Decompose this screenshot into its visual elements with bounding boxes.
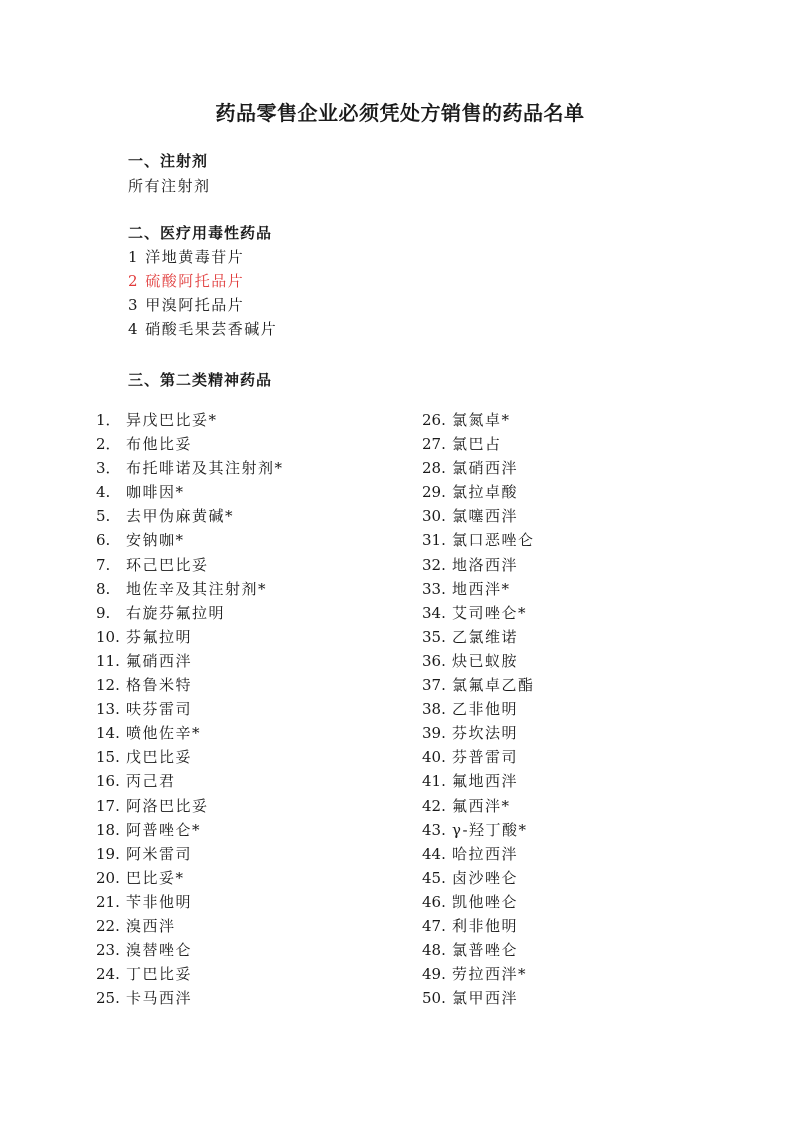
- drug-item-number: 10.: [96, 627, 120, 646]
- drug-item-number: 30.: [422, 507, 446, 526]
- drug-list-item: [422, 697, 535, 721]
- drug-item-number: 9.: [96, 603, 111, 622]
- drug-item-name: 氯氮卓*: [452, 411, 511, 429]
- drug-item-name: 丁巴比妥: [126, 965, 193, 984]
- drug-item-number: 16.: [96, 772, 120, 791]
- drug-item-number: 36.: [422, 651, 446, 670]
- drug-item-number: 42.: [422, 796, 446, 815]
- drug-item-number: 43.: [422, 820, 446, 839]
- drug-item-number: 46.: [422, 892, 446, 911]
- drug-list-item: [96, 504, 284, 528]
- drug-item-name: 阿洛巴比妥: [126, 796, 209, 815]
- drug-list-item: [96, 818, 284, 842]
- drug-list-item: [422, 890, 535, 914]
- drug-item-number: 41.: [422, 772, 446, 791]
- drug-list-item: [96, 432, 284, 456]
- drug-item-number: 34.: [422, 603, 446, 622]
- drug-item-number: 19.: [96, 844, 120, 863]
- drug-item-number: 49.: [422, 965, 446, 984]
- drug-list-item: [96, 866, 284, 890]
- drug-item-name: 利非他明: [452, 916, 519, 935]
- drug-item-number: 3．: [96, 459, 121, 478]
- section-heading-injections: 一、注射剂: [128, 152, 209, 170]
- drug-item-number: 39.: [422, 724, 446, 743]
- drug-list-item: [422, 818, 535, 842]
- drug-item-number: 13.: [96, 700, 120, 719]
- drug-item-name: 氟地西泮: [452, 772, 519, 791]
- drug-list-item: [96, 769, 284, 793]
- drug-list-item: [422, 408, 535, 432]
- section-heading-psychotropic-drugs: 三、第二类精神药品: [128, 371, 273, 389]
- drug-list-item: [422, 673, 535, 697]
- drug-item-name: 劳拉西泮*: [452, 965, 528, 984]
- drug-item-name: 氯巴占: [452, 435, 502, 454]
- drug-list-item: [422, 649, 535, 673]
- drug-item-name: 芬普雷司: [452, 748, 519, 767]
- drug-list-item: [422, 866, 535, 890]
- section-heading-toxic-drugs: 二、医疗用毒性药品: [128, 224, 273, 242]
- drug-item-number: 32.: [422, 555, 446, 574]
- drug-item-name: 氯硝西泮: [452, 459, 519, 478]
- drug-list-item: [96, 553, 284, 577]
- drug-item-number: 48.: [422, 941, 446, 960]
- drug-item-name: 苄非他明: [126, 892, 193, 911]
- drug-item-number: 7.: [96, 555, 111, 574]
- drug-list-item: [422, 504, 535, 528]
- drug-list-item: [422, 769, 535, 793]
- drug-item-name: 溴替唑仑: [126, 941, 193, 960]
- drug-list-item: [96, 480, 284, 504]
- drug-item-number: 18.: [96, 820, 120, 839]
- drug-item-name: 艾司唑仑*: [452, 603, 528, 622]
- drug-item-name: 阿米雷司: [126, 844, 193, 863]
- drug-item-number: 12.: [96, 676, 120, 695]
- drug-list-item: [422, 794, 535, 818]
- drug-item-name: 阿普唑仑*: [126, 820, 202, 839]
- drug-item-name: 戊巴比妥: [126, 748, 193, 767]
- drug-item-number: 11.: [96, 651, 120, 670]
- drug-item-number: 24.: [96, 965, 120, 984]
- drug-item-number: 31.: [422, 531, 446, 550]
- drug-list-item: [422, 962, 535, 986]
- drug-item-number: 47.: [422, 916, 446, 935]
- drug-item-name: 地洛西泮: [452, 555, 519, 574]
- drug-list-item: [96, 697, 284, 721]
- drug-list-item: [422, 986, 535, 1010]
- drug-list-item: [96, 649, 284, 673]
- drug-item-name: 地佐辛及其注射剂*: [126, 579, 268, 598]
- section-content-injections: 所有注射剂: [128, 177, 211, 195]
- drug-item-number: 14.: [96, 724, 120, 743]
- drug-list-item: [96, 673, 284, 697]
- drug-item-name: 氯氟卓乙酯: [452, 676, 535, 695]
- drug-item-name: 右旋芬氟拉明: [126, 603, 226, 622]
- drug-item-name: 环己巴比妥: [126, 555, 209, 574]
- drug-item-name: 氯口恶唑仑: [452, 531, 535, 550]
- drug-item-name: 丙己君: [126, 772, 176, 791]
- drug-item-number: 21.: [96, 892, 120, 911]
- drug-item-name: 芬坎法明: [452, 724, 519, 743]
- drug-item-name: 氯普唑仑: [452, 941, 519, 960]
- drug-list-item: [96, 842, 284, 866]
- drug-item-name: 布托啡诺及其注射剂*: [126, 459, 284, 478]
- drug-item-name: 溴西泮: [126, 916, 176, 935]
- drug-item-name: 氟硝西泮: [126, 651, 193, 670]
- toxic-drug-item: 4 硝酸毛果芸香碱片: [128, 320, 278, 338]
- drug-list-item: [422, 721, 535, 745]
- drug-item-name: 芬氟拉明: [126, 627, 193, 646]
- drug-item-number: 45.: [422, 868, 446, 887]
- psychotropic-list-right: [422, 408, 535, 1010]
- drug-item-number: 50.: [422, 989, 446, 1008]
- drug-list-item: [96, 625, 284, 649]
- drug-list-item: [422, 577, 535, 601]
- drug-list-item: [96, 577, 284, 601]
- toxic-drug-item: 1 洋地黄毒苷片: [128, 248, 245, 266]
- drug-item-number: 26.: [422, 411, 446, 429]
- drug-item-number: 28.: [422, 459, 446, 478]
- drug-list-item: [422, 528, 535, 552]
- drug-item-name: 格鲁米特: [126, 676, 193, 695]
- drug-item-name: 异戊巴比妥*: [126, 411, 218, 429]
- drug-item-name: 地西泮*: [452, 579, 511, 598]
- drug-list-item: [422, 842, 535, 866]
- drug-item-number: 22.: [96, 916, 120, 935]
- drug-list-item: [422, 553, 535, 577]
- drug-item-number: 37.: [422, 676, 446, 695]
- drug-list-item: [96, 528, 284, 552]
- drug-item-name: 去甲伪麻黄碱*: [126, 507, 235, 526]
- drug-list-item: [422, 601, 535, 625]
- drug-item-name: 喷他佐辛*: [126, 724, 202, 743]
- drug-item-name: 氟西泮*: [452, 796, 511, 815]
- drug-list-item: [422, 938, 535, 962]
- drug-item-number: 8.: [96, 579, 111, 598]
- drug-item-name: 炔已蚁胺: [452, 651, 519, 670]
- drug-item-name: 安钠咖*: [126, 531, 185, 550]
- drug-item-number: 17.: [96, 796, 120, 815]
- drug-item-number: 5.: [96, 507, 111, 526]
- drug-list-item: [96, 408, 284, 432]
- toxic-drug-item-highlighted: 2 硫酸阿托品片: [128, 272, 245, 290]
- drug-list-item: [96, 745, 284, 769]
- drug-list-item: [422, 745, 535, 769]
- drug-item-name: 卡马西泮: [126, 989, 193, 1008]
- drug-item-number: 27.: [422, 435, 446, 454]
- drug-list-item: [422, 914, 535, 938]
- drug-item-name: 氯拉卓酸: [452, 483, 519, 502]
- drug-item-number: 15.: [96, 748, 120, 767]
- drug-item-name: 巴比妥*: [126, 868, 185, 887]
- document-title: 药品零售企业必须凭处方销售的药品名单: [215, 101, 585, 125]
- drug-item-number: 20.: [96, 868, 120, 887]
- toxic-drug-item: 3 甲溴阿托品片: [128, 296, 245, 314]
- drug-item-name: 卤沙唑仑: [452, 868, 519, 887]
- drug-item-number: 4.: [96, 483, 111, 502]
- drug-item-number: 25.: [96, 989, 120, 1008]
- drug-item-name: 布他比妥: [126, 435, 193, 454]
- drug-list-item: [422, 480, 535, 504]
- drug-item-number: 35.: [422, 627, 446, 646]
- drug-list-item: [96, 962, 284, 986]
- drug-list-item: [422, 625, 535, 649]
- drug-list-item: [96, 890, 284, 914]
- drug-item-name: 凯他唑仑: [452, 892, 519, 911]
- drug-item-number: 33.: [422, 579, 446, 598]
- drug-item-name: 乙氯维诺: [452, 627, 519, 646]
- drug-item-number: 1．: [96, 411, 121, 429]
- drug-list-item: [96, 794, 284, 818]
- drug-item-number: 6.: [96, 531, 111, 550]
- drug-list-item: [422, 456, 535, 480]
- drug-list-item: [96, 456, 284, 480]
- drug-item-number: 2．: [96, 435, 121, 454]
- drug-list-item: [96, 914, 284, 938]
- drug-item-number: 23.: [96, 941, 120, 960]
- psychotropic-list-left: [96, 408, 284, 1010]
- drug-item-name: 哈拉西泮: [452, 844, 519, 863]
- drug-item-name: 咖啡因*: [126, 483, 185, 502]
- drug-list-item: [96, 986, 284, 1010]
- drug-item-name: 氯噻西泮: [452, 507, 519, 526]
- drug-list-item: [96, 938, 284, 962]
- drug-list-item: [422, 432, 535, 456]
- drug-item-name: γ-羟丁酸*: [452, 820, 528, 839]
- drug-item-name: 乙非他明: [452, 700, 519, 719]
- drug-item-number: 29.: [422, 483, 446, 502]
- drug-list-item: [96, 601, 284, 625]
- drug-item-number: 38.: [422, 700, 446, 719]
- drug-item-number: 40.: [422, 748, 446, 767]
- drug-item-number: 44.: [422, 844, 446, 863]
- drug-list-item: [96, 721, 284, 745]
- drug-item-name: 呋芬雷司: [126, 700, 193, 719]
- drug-item-name: 氯甲西泮: [452, 989, 519, 1008]
